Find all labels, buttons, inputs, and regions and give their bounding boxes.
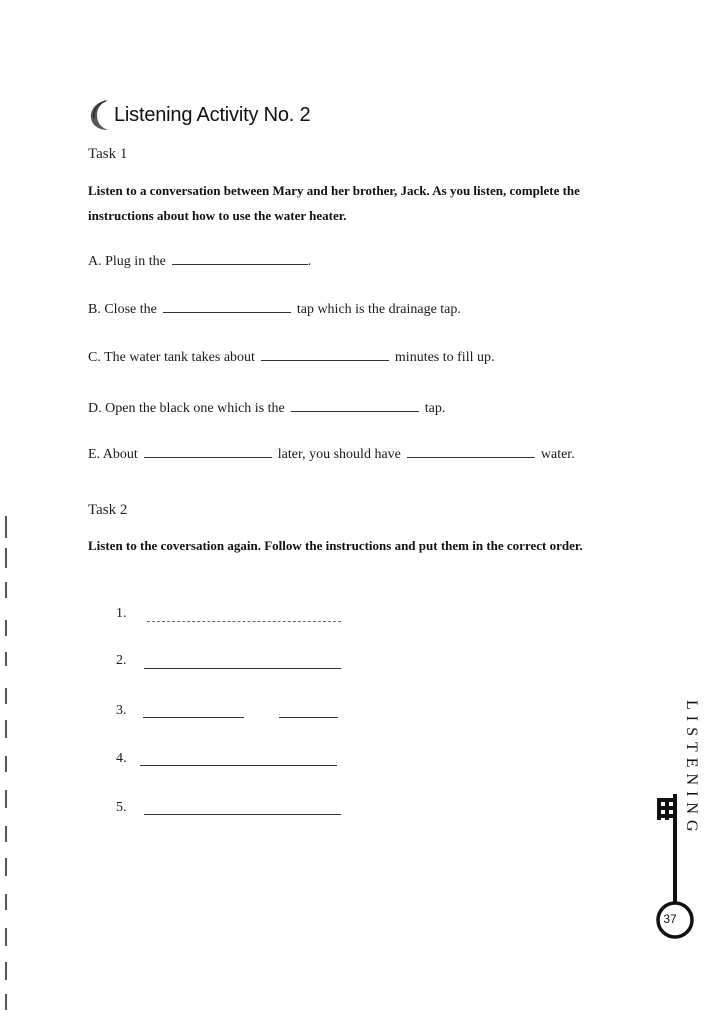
binding-mark xyxy=(5,620,7,636)
binding-mark xyxy=(5,756,7,772)
answer-blank[interactable] xyxy=(163,299,291,313)
answer-blank[interactable] xyxy=(261,347,389,361)
binding-mark xyxy=(5,720,7,738)
key-icon xyxy=(645,770,697,1020)
binding-mark xyxy=(5,928,7,946)
binding-mark xyxy=(5,894,7,910)
order-number: 4. xyxy=(116,751,127,766)
binding-mark xyxy=(5,516,7,538)
task1-item-a: A. Plug in the . xyxy=(88,251,311,270)
order-answer-line[interactable] xyxy=(143,717,244,718)
binding-mark xyxy=(5,858,7,876)
order-number: 2. xyxy=(116,653,127,668)
task2-instructions: Listen to the coversation again. Follow the instructions and put them in the correct order. xyxy=(88,538,583,553)
answer-blank[interactable] xyxy=(407,444,535,458)
section-side-label: LISTENING xyxy=(683,700,700,838)
task1-item-d: D. Open the black one which is the tap. xyxy=(88,398,445,417)
order-answer-line[interactable] xyxy=(140,765,337,766)
binding-mark xyxy=(5,548,7,568)
task1-item-c: C. The water tank takes about minutes to fill up. xyxy=(88,347,494,366)
page-number: 37 xyxy=(663,912,677,926)
binding-mark xyxy=(5,688,7,704)
task2-heading: Task 2 xyxy=(88,502,128,518)
answer-blank[interactable] xyxy=(172,251,308,265)
order-number: 5. xyxy=(116,800,127,815)
binding-mark xyxy=(5,962,7,980)
order-answer-line[interactable] xyxy=(279,717,338,718)
binding-mark xyxy=(5,826,7,842)
task1-heading: Task 1 xyxy=(88,146,128,162)
answer-blank[interactable] xyxy=(291,398,419,412)
order-answer-line[interactable] xyxy=(144,668,341,669)
binding-mark xyxy=(5,652,7,666)
binding-mark xyxy=(5,582,7,598)
order-answer-line[interactable] xyxy=(147,621,341,622)
order-answer-line[interactable] xyxy=(144,814,341,815)
task1-instructions: Listen to a conversation between Mary and her brother, Jack. As you listen, complete the instructions about how to use the water heater. xyxy=(88,183,580,223)
crescent-icon xyxy=(86,98,116,132)
answer-blank[interactable] xyxy=(144,444,272,458)
binding-mark xyxy=(5,790,7,808)
order-number: 3. xyxy=(116,703,127,718)
order-number: 1. xyxy=(116,606,127,621)
task1-item-e: E. About later, you should have water. xyxy=(88,444,575,463)
task1-item-b: B. Close the tap which is the drainage tap. xyxy=(88,299,461,318)
page-title: Listening Activity No. 2 xyxy=(114,104,311,126)
binding-mark xyxy=(5,994,7,1010)
